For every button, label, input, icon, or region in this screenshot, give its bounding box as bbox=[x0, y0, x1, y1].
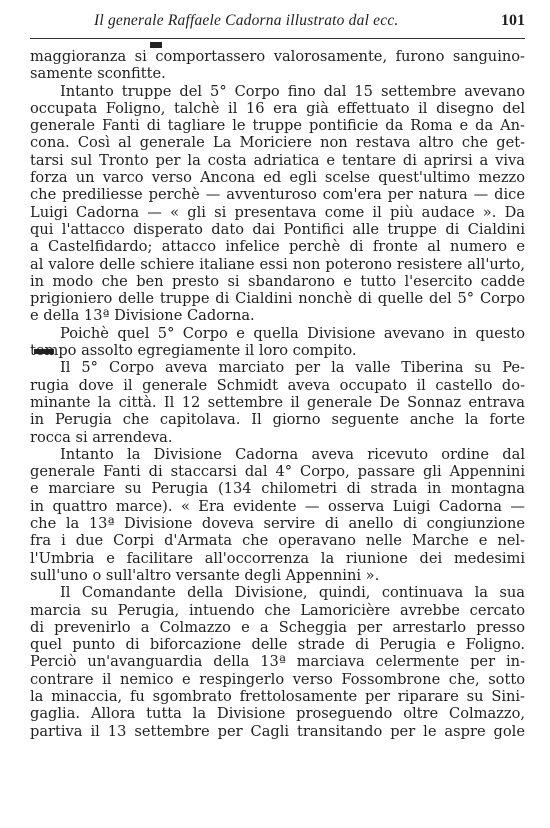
text-line: partiva il 13 settembre per Cagli transitando per le aspre gole bbox=[30, 722, 525, 740]
text-line: samente sconfitte. bbox=[30, 65, 166, 83]
text-line: tarsi sul Tronto per la costa adriatica e tentare di aprirsi a viva bbox=[30, 151, 525, 169]
text-line: l'Umbria e facilitare all'occorrenza la riunione dei medesimi bbox=[30, 549, 525, 567]
text-line: qui l'attacco disperato dato dai Pontifici alle truppe di Cialdini bbox=[30, 220, 525, 238]
text-line: a Castelfidardo; attacco infelice perchè di fronte al numero e bbox=[30, 238, 525, 256]
text-line: in modo che ben presto si sbandarono e tutto l'esercito cadde bbox=[30, 272, 525, 290]
text-line: prigioniero delle truppe di Cialdini nonchè di quelle del 5° Corpo bbox=[30, 290, 525, 308]
text-line: al valore delle schiere italiane essi non poterono resistere all'urto, bbox=[30, 255, 525, 273]
text-line: la minaccia, fu sgombrato frettolosamente per riparare su Sini- bbox=[30, 687, 525, 705]
text-line: generale Fanti di staccarsi dal 4° Corpo, passare gli Appennini bbox=[30, 463, 525, 481]
text-line: contrare il nemico e respingerlo verso Fossombrone che, sotto bbox=[30, 670, 525, 688]
body-text bbox=[30, 48, 525, 740]
text-line: fra i due Corpi d'Armata che operavano nelle Marche e nel- bbox=[30, 532, 525, 550]
text-line: che la 13ª Divisione doveva servire di anello di congiunzione bbox=[30, 515, 525, 533]
paragraph-start-line: Il Comandante della Divisione, quindi, continuava la sua bbox=[60, 584, 525, 602]
text-line: maggioranza si comportassero valorosamente, furono sanguino- bbox=[30, 48, 525, 65]
text-line: in Perugia che capitolava. Il giorno seguente anche la forte bbox=[30, 411, 525, 429]
text-line: occupata Foligno, talchè il 16 era già effettuato il disegno del bbox=[30, 99, 525, 117]
text-line: e della 13ª Divisione Cadorna. bbox=[30, 307, 255, 325]
text-line: Perciò un'avanguardia della 13ª marciava celermente per in- bbox=[30, 653, 525, 671]
text-line: Luigi Cadorna — « gli si presentava come il più audace ». Da bbox=[30, 203, 525, 221]
text-line: forza un varco verso Ancona ed egli scelse quest'ultimo mezzo bbox=[30, 169, 525, 187]
header-rule bbox=[30, 38, 525, 39]
text-line: generale Fanti di tagliare le truppe pontificie da Roma e da An- bbox=[30, 117, 525, 135]
text-line: gaglia. Allora tutta la Divisione proseguendo oltre Colmazzo, bbox=[30, 705, 525, 723]
paragraph-start-line: Intanto truppe del 5° Corpo fino dal 15 settembre avevano bbox=[60, 82, 525, 100]
paragraph-start-line: Poichè quel 5° Corpo e quella Divisione avevano in questo bbox=[60, 324, 525, 342]
text-line: tempo assolto egregiamente il loro compito. bbox=[30, 342, 357, 360]
text-line: sull'uno o sull'altro versante degli Appennini ». bbox=[30, 566, 380, 584]
text-line: rocca si arrendeva. bbox=[30, 428, 173, 446]
running-header bbox=[30, 10, 525, 36]
text-line: rugia dove il generale Schmidt aveva occupato il castello do- bbox=[30, 376, 525, 394]
text-line: in quattro marce). « Era evidente — osserva Luigi Cadorna — bbox=[30, 497, 525, 515]
text-line: di prevenirlo a Colmazzo e a Scheggia per arrestarlo presso bbox=[30, 618, 525, 636]
text-line: marcia su Perugia, intuendo che Lamoricière avrebbe cercato bbox=[30, 601, 525, 619]
running-title: Il generale Raffaele Cadorna illustrato dal ecc. bbox=[94, 12, 399, 29]
paragraph-start-line: Il 5° Corpo aveva marciato per la valle Tiberina su Pe- bbox=[60, 359, 525, 377]
text-line: cona. Così al generale La Moriciere non restava altro che get- bbox=[30, 134, 525, 152]
paragraph-start-line: Intanto la Divisione Cadorna aveva ricevuto ordine dal bbox=[60, 445, 525, 463]
page-number: 101 bbox=[501, 12, 525, 29]
text-line: minante la città. Il 12 settembre il generale De Sonnaz entrava bbox=[30, 393, 525, 411]
text-line: e marciare su Perugia (134 chilometri di strada in montagna bbox=[30, 480, 525, 498]
text-line: che prediliesse perchè — avventuroso com'era per natura — dice bbox=[30, 186, 525, 204]
text-line: quel punto di biforcazione delle strade di Perugia e Foligno. bbox=[30, 636, 525, 654]
